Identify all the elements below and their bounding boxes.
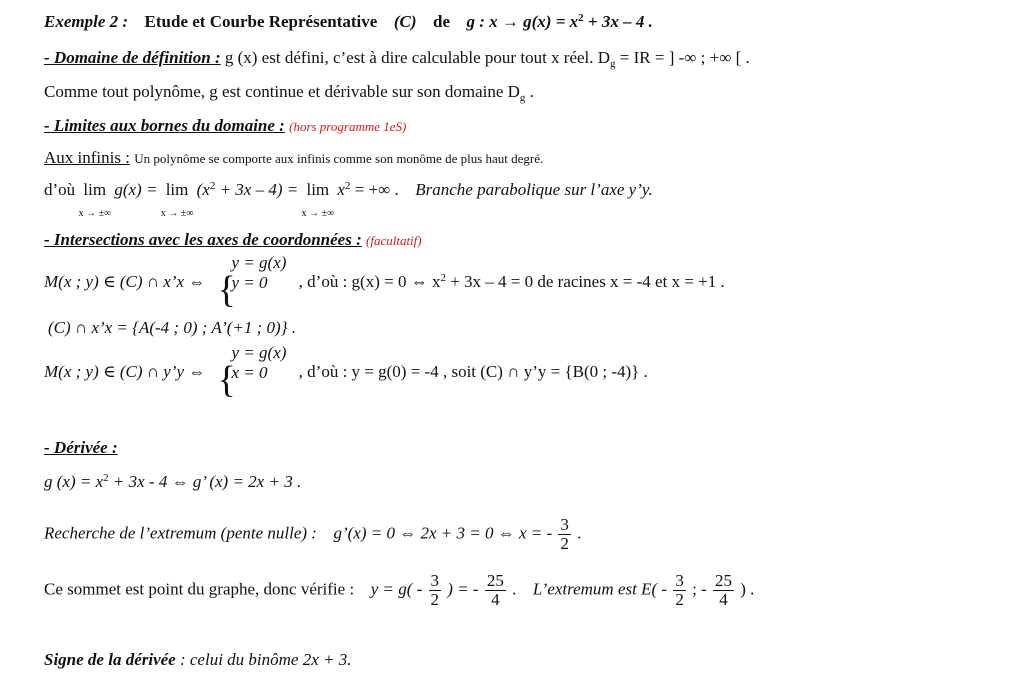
lim-sub: x → ±∞ bbox=[160, 208, 194, 219]
closing: ) . bbox=[740, 579, 755, 599]
exponent: 2 bbox=[440, 272, 446, 284]
subscript: g bbox=[610, 58, 616, 70]
extremum-label: L’extremum est E( - bbox=[532, 579, 668, 599]
domain-text: g (x) est défini, c’est à dire calculable pour tout x réel. D bbox=[220, 48, 611, 67]
system-row-2: y = 0 bbox=[231, 273, 268, 293]
limit-expr-4: x bbox=[337, 180, 345, 199]
derivative-sign-heading: Signe de la dérivée bbox=[44, 650, 176, 669]
exponent: 2 bbox=[578, 12, 584, 24]
limit-3 bbox=[301, 180, 335, 219]
derivative-expr-a: g (x) = x bbox=[44, 472, 104, 491]
lim-word: lim bbox=[306, 180, 330, 199]
dou-word: d’où bbox=[44, 180, 76, 199]
fraction bbox=[673, 572, 686, 609]
continuity-rest: . bbox=[525, 82, 534, 101]
x-points-text: (C) ∩ x’x = {A(-4 ; 0) ; A’(+1 ; 0)} . bbox=[48, 318, 297, 337]
y-intersection-text: , d’où : y = g(0) = -4 , soit (C) ∩ y’y = {B(0 ; -4)} . bbox=[298, 362, 648, 381]
limit-expr-2: (x bbox=[196, 180, 210, 199]
line-domain bbox=[44, 48, 750, 68]
limit-expr-1: g(x) = bbox=[114, 180, 158, 199]
fraction bbox=[429, 572, 442, 609]
function-rest: + 3x – 4 . bbox=[583, 12, 653, 31]
line-derivative bbox=[44, 472, 301, 492]
fraction bbox=[558, 516, 571, 553]
title-text: Etude et Courbe Représentative bbox=[144, 12, 378, 31]
brace-icon: { bbox=[217, 359, 236, 402]
numerator: 3 bbox=[675, 571, 684, 590]
x-axis-condition: M(x ; y) ∈ (C) ∩ x’x ⇔ bbox=[44, 272, 206, 291]
limit-expr-5: = +∞ . bbox=[350, 180, 399, 199]
derivative-expr-b: + 3x - 4 ⇔ g’ (x) = 2x + 3 . bbox=[108, 472, 302, 491]
extremum-equation: g’(x) = 0 ⇔ 2x + 3 = 0 ⇔ x = - bbox=[333, 523, 553, 543]
line-intersections-heading bbox=[44, 230, 422, 251]
denominator: 2 bbox=[675, 590, 684, 609]
limit-expr-3: + 3x – 4) = bbox=[215, 180, 299, 199]
denominator: 2 bbox=[560, 534, 569, 553]
system-row-1: y = g(x) bbox=[231, 253, 287, 273]
limits-heading: - Limites aux bornes du domaine : bbox=[44, 116, 285, 135]
lim-word: lim bbox=[83, 180, 107, 199]
y-axis-condition: M(x ; y) ∈ (C) ∩ y’y ⇔ bbox=[44, 362, 206, 381]
domain-rest: = IR = ] -∞ ; +∞ [ . bbox=[615, 48, 750, 67]
separator: ; - bbox=[692, 579, 707, 599]
denominator: 2 bbox=[430, 590, 440, 609]
derivative-heading: - Dérivée : bbox=[44, 438, 118, 457]
period: . bbox=[577, 523, 582, 543]
infinities-text: Un polynôme se comporte aux infinis comme son monôme de plus haut degré. bbox=[134, 151, 544, 166]
brace-icon: { bbox=[217, 269, 236, 312]
fraction bbox=[713, 572, 734, 609]
line-summit bbox=[44, 572, 754, 609]
system-y bbox=[217, 343, 287, 402]
exponent: 2 bbox=[344, 180, 351, 192]
line-infinities bbox=[44, 148, 543, 169]
lim-sub: x → ±∞ bbox=[78, 208, 112, 219]
continuity-text: Comme tout polynôme, g est continue et dérivable sur son domaine D bbox=[44, 82, 520, 101]
period: . bbox=[512, 579, 517, 599]
intersections-heading: - Intersections avec les axes de coordonnées : bbox=[44, 230, 362, 249]
infinities-heading: Aux infinis : bbox=[44, 148, 130, 167]
system-row-2: x = 0 bbox=[231, 363, 268, 383]
exponent: 2 bbox=[103, 472, 109, 484]
x-intersection-roots: + 3x – 4 = 0 de racines x = -4 et x = +1 . bbox=[445, 272, 725, 291]
branch-text: Branche parabolique sur l’axe y’y. bbox=[415, 180, 653, 199]
numerator: 3 bbox=[560, 515, 569, 534]
limit-1 bbox=[78, 180, 112, 219]
lim-word: lim bbox=[165, 180, 189, 199]
system-x bbox=[217, 253, 287, 312]
domain-heading: - Domaine de définition : bbox=[44, 48, 221, 67]
fraction bbox=[485, 572, 506, 609]
line-derivative-heading bbox=[44, 438, 118, 458]
line-continuity bbox=[44, 82, 534, 102]
summit-text: Ce sommet est point du graphe, donc vérifie : bbox=[44, 579, 355, 599]
x-intersection-text: , d’où : g(x) = 0 ⇔ x bbox=[298, 272, 441, 291]
numerator: 25 bbox=[486, 571, 504, 590]
intersections-note: (facultatif) bbox=[366, 233, 422, 248]
summit-expr-c: ) = - bbox=[447, 579, 479, 599]
line-title bbox=[44, 12, 653, 32]
denominator: 4 bbox=[491, 590, 500, 609]
function-def: g : x → g(x) = x bbox=[466, 12, 579, 31]
lim-sub: x → ±∞ bbox=[301, 208, 335, 219]
line-y-intersection bbox=[44, 343, 648, 402]
numerator: 25 bbox=[714, 571, 732, 590]
limit-2 bbox=[160, 180, 194, 219]
numerator: 3 bbox=[430, 571, 440, 590]
curve-label: (C) bbox=[393, 12, 417, 31]
line-limit-calc bbox=[44, 180, 653, 219]
de-word: de bbox=[432, 12, 450, 31]
summit-expr-a: y = g( - bbox=[370, 579, 423, 599]
line-x-points bbox=[48, 318, 296, 338]
denominator: 4 bbox=[719, 590, 728, 609]
extremum-search-text: Recherche de l’extremum (pente nulle) : bbox=[44, 523, 317, 543]
line-extremum-search bbox=[44, 516, 581, 553]
exponent: 2 bbox=[209, 180, 216, 192]
system-row-1: y = g(x) bbox=[231, 343, 287, 363]
limits-note: (hors programme 1eS) bbox=[289, 119, 407, 134]
line-derivative-sign bbox=[44, 650, 351, 670]
example-label: Exemple 2 : bbox=[44, 12, 129, 31]
line-limits-heading bbox=[44, 116, 406, 137]
line-x-intersection bbox=[44, 253, 725, 312]
derivative-sign-text: : celui du binôme 2x + 3. bbox=[175, 650, 352, 669]
subscript: g bbox=[519, 92, 526, 104]
